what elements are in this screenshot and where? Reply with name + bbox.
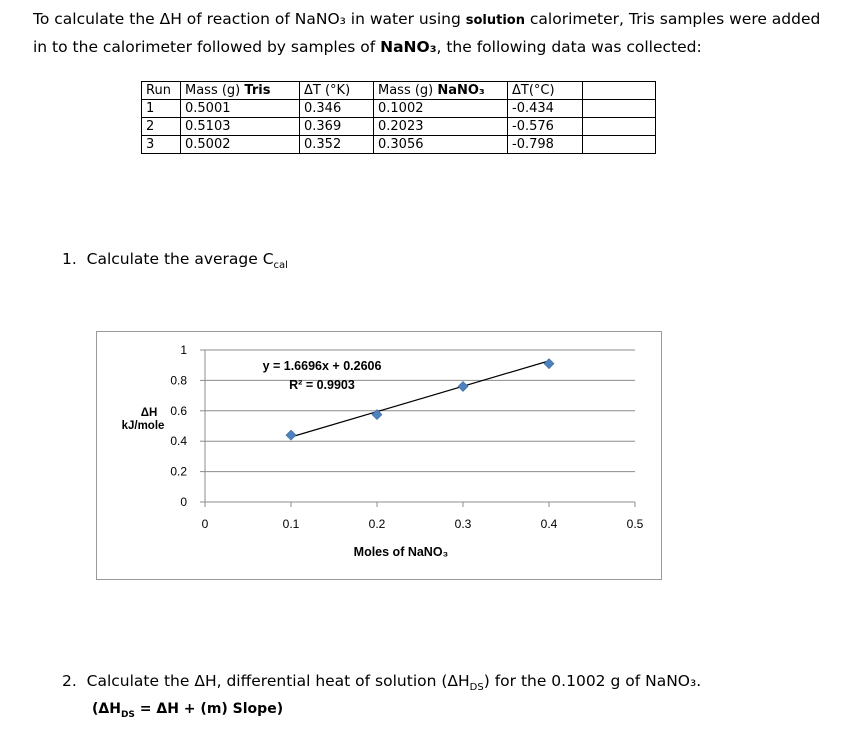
- header-dt-k: ΔT (°K): [300, 82, 374, 100]
- y-tick-label: 0.8: [170, 373, 187, 388]
- header-run: Run: [142, 82, 181, 100]
- cell-mass-tris: 0.5103: [181, 118, 300, 136]
- y-axis-label-line1: ΔH: [140, 407, 158, 419]
- cell-mass-tris: 0.5002: [181, 136, 300, 154]
- header-mass-nano3: Mass (g) NaNO₃: [374, 82, 508, 100]
- question-2-text-b: ) for the 0.1002 g of NaNO₃.: [483, 672, 702, 690]
- data-point: [458, 381, 468, 391]
- question-2-text-a: Calculate the ΔH, differential heat of solution (ΔH: [86, 672, 470, 690]
- question-1-text: Calculate the average C: [86, 250, 274, 268]
- intro-text-solution: solution: [465, 13, 525, 28]
- table-header-row: [142, 82, 656, 100]
- formula-line: [92, 701, 283, 720]
- data-table: [141, 81, 656, 154]
- tick-labels: [170, 343, 643, 531]
- y-tick-label: 1: [180, 343, 187, 357]
- cell-mass-nano3: 0.3056: [374, 136, 508, 154]
- y-tick-label: 0.2: [170, 464, 187, 479]
- formula-text-a: (ΔH: [92, 701, 121, 717]
- intro-text-3: , the following data was collected:: [436, 38, 702, 56]
- cell-run: 3: [142, 136, 181, 154]
- r-squared-label: R² = 0.9903: [289, 378, 355, 392]
- scatter-chart: [97, 332, 663, 581]
- table-row: [142, 136, 656, 154]
- cell-mass-nano3: 0.1002: [374, 100, 508, 118]
- data-point: [544, 359, 554, 369]
- intro-paragraph: [33, 6, 833, 61]
- cell-dt-c: -0.576: [508, 118, 583, 136]
- cell-dt-k: 0.346: [300, 100, 374, 118]
- y-tick-label: 0.4: [170, 434, 187, 449]
- x-tick-label: 0.4: [540, 517, 558, 531]
- cell-mass-nano3: 0.2023: [374, 118, 508, 136]
- cell-blank: [583, 118, 656, 136]
- intro-text-1: To calculate the ΔH of reaction of NaNO₃ in water using: [33, 10, 466, 28]
- question-2: [62, 670, 701, 699]
- question-2-number: 2.: [62, 672, 77, 690]
- intro-text-2: calorimeter, Tris samples were added in to the calorimeter followed by samples of: [33, 10, 821, 56]
- question-1: [62, 248, 288, 277]
- data-point: [286, 430, 296, 440]
- axes: [200, 350, 635, 507]
- header-dt-c: ΔT(°C): [508, 82, 583, 100]
- header-mass-tris: Mass (g) Tris: [181, 82, 300, 100]
- y-tick-label: 0: [180, 495, 187, 509]
- cell-blank: [583, 136, 656, 154]
- x-tick-label: 0.1: [282, 517, 300, 531]
- cell-dt-k: 0.352: [300, 136, 374, 154]
- header-blank: [583, 82, 656, 100]
- x-tick-label: 0.2: [368, 517, 386, 531]
- y-axis-label-line2: kJ/mole: [121, 420, 165, 432]
- question-1-number: 1.: [62, 250, 77, 268]
- x-tick-label: 0: [201, 517, 209, 531]
- cell-mass-tris: 0.5001: [181, 100, 300, 118]
- cell-dt-c: -0.434: [508, 100, 583, 118]
- chart-frame: [96, 331, 662, 580]
- cell-dt-k: 0.369: [300, 118, 374, 136]
- x-axis-label: Moles of NaNO₃: [353, 545, 449, 559]
- x-tick-label: 0.3: [454, 517, 472, 531]
- y-tick-label: 0.6: [170, 403, 187, 418]
- trendline-equation: y = 1.6696x + 0.2606: [262, 359, 382, 373]
- cell-blank: [583, 100, 656, 118]
- intro-text-nano3: NaNO₃: [380, 38, 437, 56]
- question-2-sub: DS: [469, 682, 484, 694]
- table-row: [142, 100, 656, 118]
- question-1-subscript: cal: [273, 260, 288, 272]
- cell-run: 2: [142, 118, 181, 136]
- formula-text-b: = ΔH + (m) Slope): [134, 701, 284, 717]
- table-row: [142, 118, 656, 136]
- formula-sub: DS: [120, 709, 135, 720]
- cell-dt-c: -0.798: [508, 136, 583, 154]
- cell-run: 1: [142, 100, 181, 118]
- x-tick-label: 0.5: [626, 517, 644, 531]
